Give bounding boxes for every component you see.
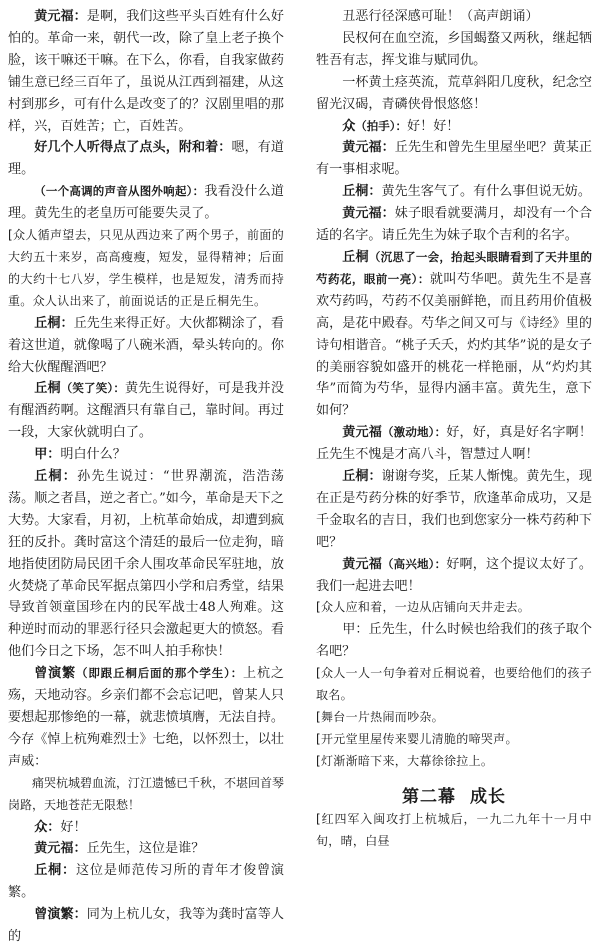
dialogue-paragraph [316,247,592,422]
dialogue-text: 同为上杭儿女，我等为龚时富等人的 [8,907,285,945]
dialogue-paragraph [8,378,284,444]
stage-direction: [舞台一片热闹而吵杂。 [316,710,444,724]
dialogue-text: 嗯，有道理。 [8,140,284,178]
dialogue-paragraph [8,137,284,181]
dialogue-paragraph [8,860,284,904]
speaker-name: 丘桐 [34,381,61,397]
speaker-name: 黄元福： [342,206,395,222]
dialogue-text: 谢谢夸奖，丘某人惭愧。黄先生，现在正是芍药分株的好季节，欣逢革命成功，又是千金取名的吉日，我们也到您家分一株芍药种下吧？ [316,469,592,550]
speaker-name: 丘桐： [34,863,76,879]
speaker-name: 黄元福： [342,140,395,156]
speaker-name: 黄元福： [34,841,87,857]
inline-stage-note: （笑了笑）： [60,381,125,396]
speaker-name: 丘桐： [342,469,382,485]
speaker-name: 甲： [34,447,61,463]
dialogue-text: 好！好！ [407,118,460,134]
left-column [8,6,284,948]
dialogue-text: 黄先生说得好，可是我并没有醒酒药啊。这醒酒只有靠自己，靠时间。再过一段，大家伙就明白了。 [8,381,285,441]
dialogue-paragraph [8,313,284,379]
inline-stage-note: （高兴地）： [381,556,447,571]
dialogue-paragraph [8,466,284,663]
verse-paragraph: 一杯黄土痉英流，荒草斜阳几度秋，纪念空留光汉碣，青磷侠骨恨悠悠！ [316,74,592,112]
stage-direction: [红四军入闽攻打上杭城后，一九二九年十一月中旬，晴，白昼 [316,811,592,848]
dialogue-text: 就叫芍华吧。黄先生不是喜欢芍药吗，芍药不仅美丽鲜艳，而且药用价值极高，是花中殿春。芍华之间又可与《诗经》里的诗句相谐音。“桃子夭夭，灼灼其华”说的是女子的美丽容貌如盛开的桃花一样艳丽，从“灼灼其华”而简为芍华，显得内涵丰富。黄先生，意下如何？ [316,271,593,419]
dialogue-paragraph [8,663,284,773]
speaker-name: 丘桐： [342,184,382,200]
dialogue-text: 好啊，这个提议太好了。我们一起进去吧！ [316,556,593,594]
dialogue-text: 丘先生来得正好。大伙都糊涂了，看着这世道，就像喝了八碗米酒，晕头转向的。你给大伙醒醒酒吧？ [8,315,284,375]
speaker-name: 众 [342,118,356,134]
inline-stage-note: （一个高调的声音从图外响起）： [34,184,205,199]
dialogue-text: 好，好，真是好名字啊！丘先生不愧是才高八斗，智慧过人啊！ [316,425,593,463]
speaker-name: 好几个人听得点了点头，附和着： [34,140,232,156]
stage-direction: [众人循声望去，只见从西边来了两个男子，前面的大约五十来岁，高高瘦瘦，短发，显得精神；后面的大约十七八岁，学生模样，也是短发，清秀而持重。众人认出来了，前面说话的正是丘桐先生。 [8,228,284,308]
dialogue-paragraph [8,444,284,466]
right-column [316,6,592,853]
dialogue-paragraph [8,181,284,225]
dialogue-paragraph [316,422,592,466]
dialogue-paragraph [316,137,592,181]
dialogue-paragraph [8,6,284,137]
dialogue-paragraph [8,838,284,860]
stage-direction: [众人一人一句争着对丘桐说着，也要给他们的孩子取名。 [316,666,592,703]
dialogue-text: 丘先生，这位是谁？ [86,841,205,857]
act-number: 第二幕 [402,786,456,807]
dialogue-paragraph [316,116,592,138]
dialogue-text: 孙先生说过：“世界潮流，浩浩荡荡。顺之者昌，逆之者亡。”如今，革命是天下之大势。大家看，月初，上杭革命始成，却遭到疯狂的反扑。龚时富这个清廷的最后一位走狗，暗地指使团防局民团千余人围攻革命民军驻地，放火焚烧了革命民军据点第四小学和启秀堂，结果导致首领童国珍在内的民军战士48人殉难。这种逆时而动的罪恶行径只会激起更大的愤怒。看他们今日之下场，怎不叫人拍手称快！ [8,469,284,660]
act-heading [316,785,592,809]
dialogue-text: 黄先生客气了。有什么事但说无妨。 [381,184,591,200]
dialogue-paragraph [316,554,592,598]
speaker-name: 曾演繁 [34,666,76,682]
inline-stage-note: （沉思了一会，抬起头眼睛看到了天井里的芍药花，眼前一亮）： [316,249,593,286]
dialogue-text: 明白什么？ [60,447,126,463]
dialogue-text: 丘先生和曾先生里屋坐吧？黄某正有一事相求呢。 [316,140,593,178]
text-paragraph: 丑恶行径深感可耻！（高声朗诵） [342,9,539,24]
dialogue-paragraph [316,466,592,554]
speaker-name: 黄元福 [342,425,382,441]
inline-stage-note: （拍手）： [355,118,408,133]
inline-stage-note: （即跟丘桐后面的那个学生）： [76,666,244,681]
dialogue-text: 是啊，我们这些平头百姓有什么好怕的。革命一来，朝代一改，除了皇上老子换个脸，该干嘛还干嘛。在下么，你看，自我家做药铺生意已经三百年了，虽说从江西到福建，从这村到那乡，可有什么是改变了的？汉剧里唱的那样，兴，百姓苦；亡，百姓苦。 [8,9,285,134]
stage-direction: [开元堂里屋传来婴儿清脆的啼哭声。 [316,731,518,746]
dialogue-text: 这位是师范传习所的青年才俊曾演繁。 [8,863,285,901]
speaker-name: 黄元福： [34,9,87,24]
dialogue-text: 妹子眼看就要满月，却没有一个合适的名字。请丘先生为妹子取个吉利的名字。 [316,206,593,244]
speaker-name: 众： [34,819,61,835]
speaker-name: 丘桐 [342,249,369,265]
stage-direction: [众人应和着，一边从店铺向天井走去。 [316,600,531,615]
dialogue-text: 上杭之殇，天地动容。乡亲们都不会忘记吧，曾某人只要想起那惨绝的一幕，就悲愤填膺，无法自持。今存《悼上杭殉难烈士》七绝，以怀烈士，以壮声威： [8,666,285,769]
verse-paragraph: 民权何在血空流，乡国蝎蝥又两秋，继起牺牲吾有志，挥戈谁与赋同仇。 [316,30,592,68]
speaker-name: 曾演繁： [34,907,87,923]
dialogue-text: 好！ [60,819,87,835]
speaker-name: 黄元福 [342,556,382,572]
dialogue-text: 我看没什么道理。黄先生的老皇历可能要失灵了。 [8,184,284,222]
dialogue-paragraph [316,203,592,247]
inline-stage-note: （激动地）： [381,425,447,440]
stage-direction: [灯渐渐暗下来，大幕徐徐拉上。 [316,753,494,768]
dialogue-paragraph [8,817,284,839]
speaker-name: 丘桐： [34,315,74,331]
text-paragraph: 甲：丘先生，什么时候也给我们的孩子取个名吧？ [316,622,592,660]
poem-line: 痛哭杭城碧血流，汀江遗憾已千秋，不堪回首琴岗路，天地苍茫无限愁！ [8,775,285,812]
dialogue-paragraph [316,181,592,203]
speaker-name: 丘桐： [34,469,78,485]
act-title: 成长 [470,786,506,807]
dialogue-paragraph [8,904,284,948]
